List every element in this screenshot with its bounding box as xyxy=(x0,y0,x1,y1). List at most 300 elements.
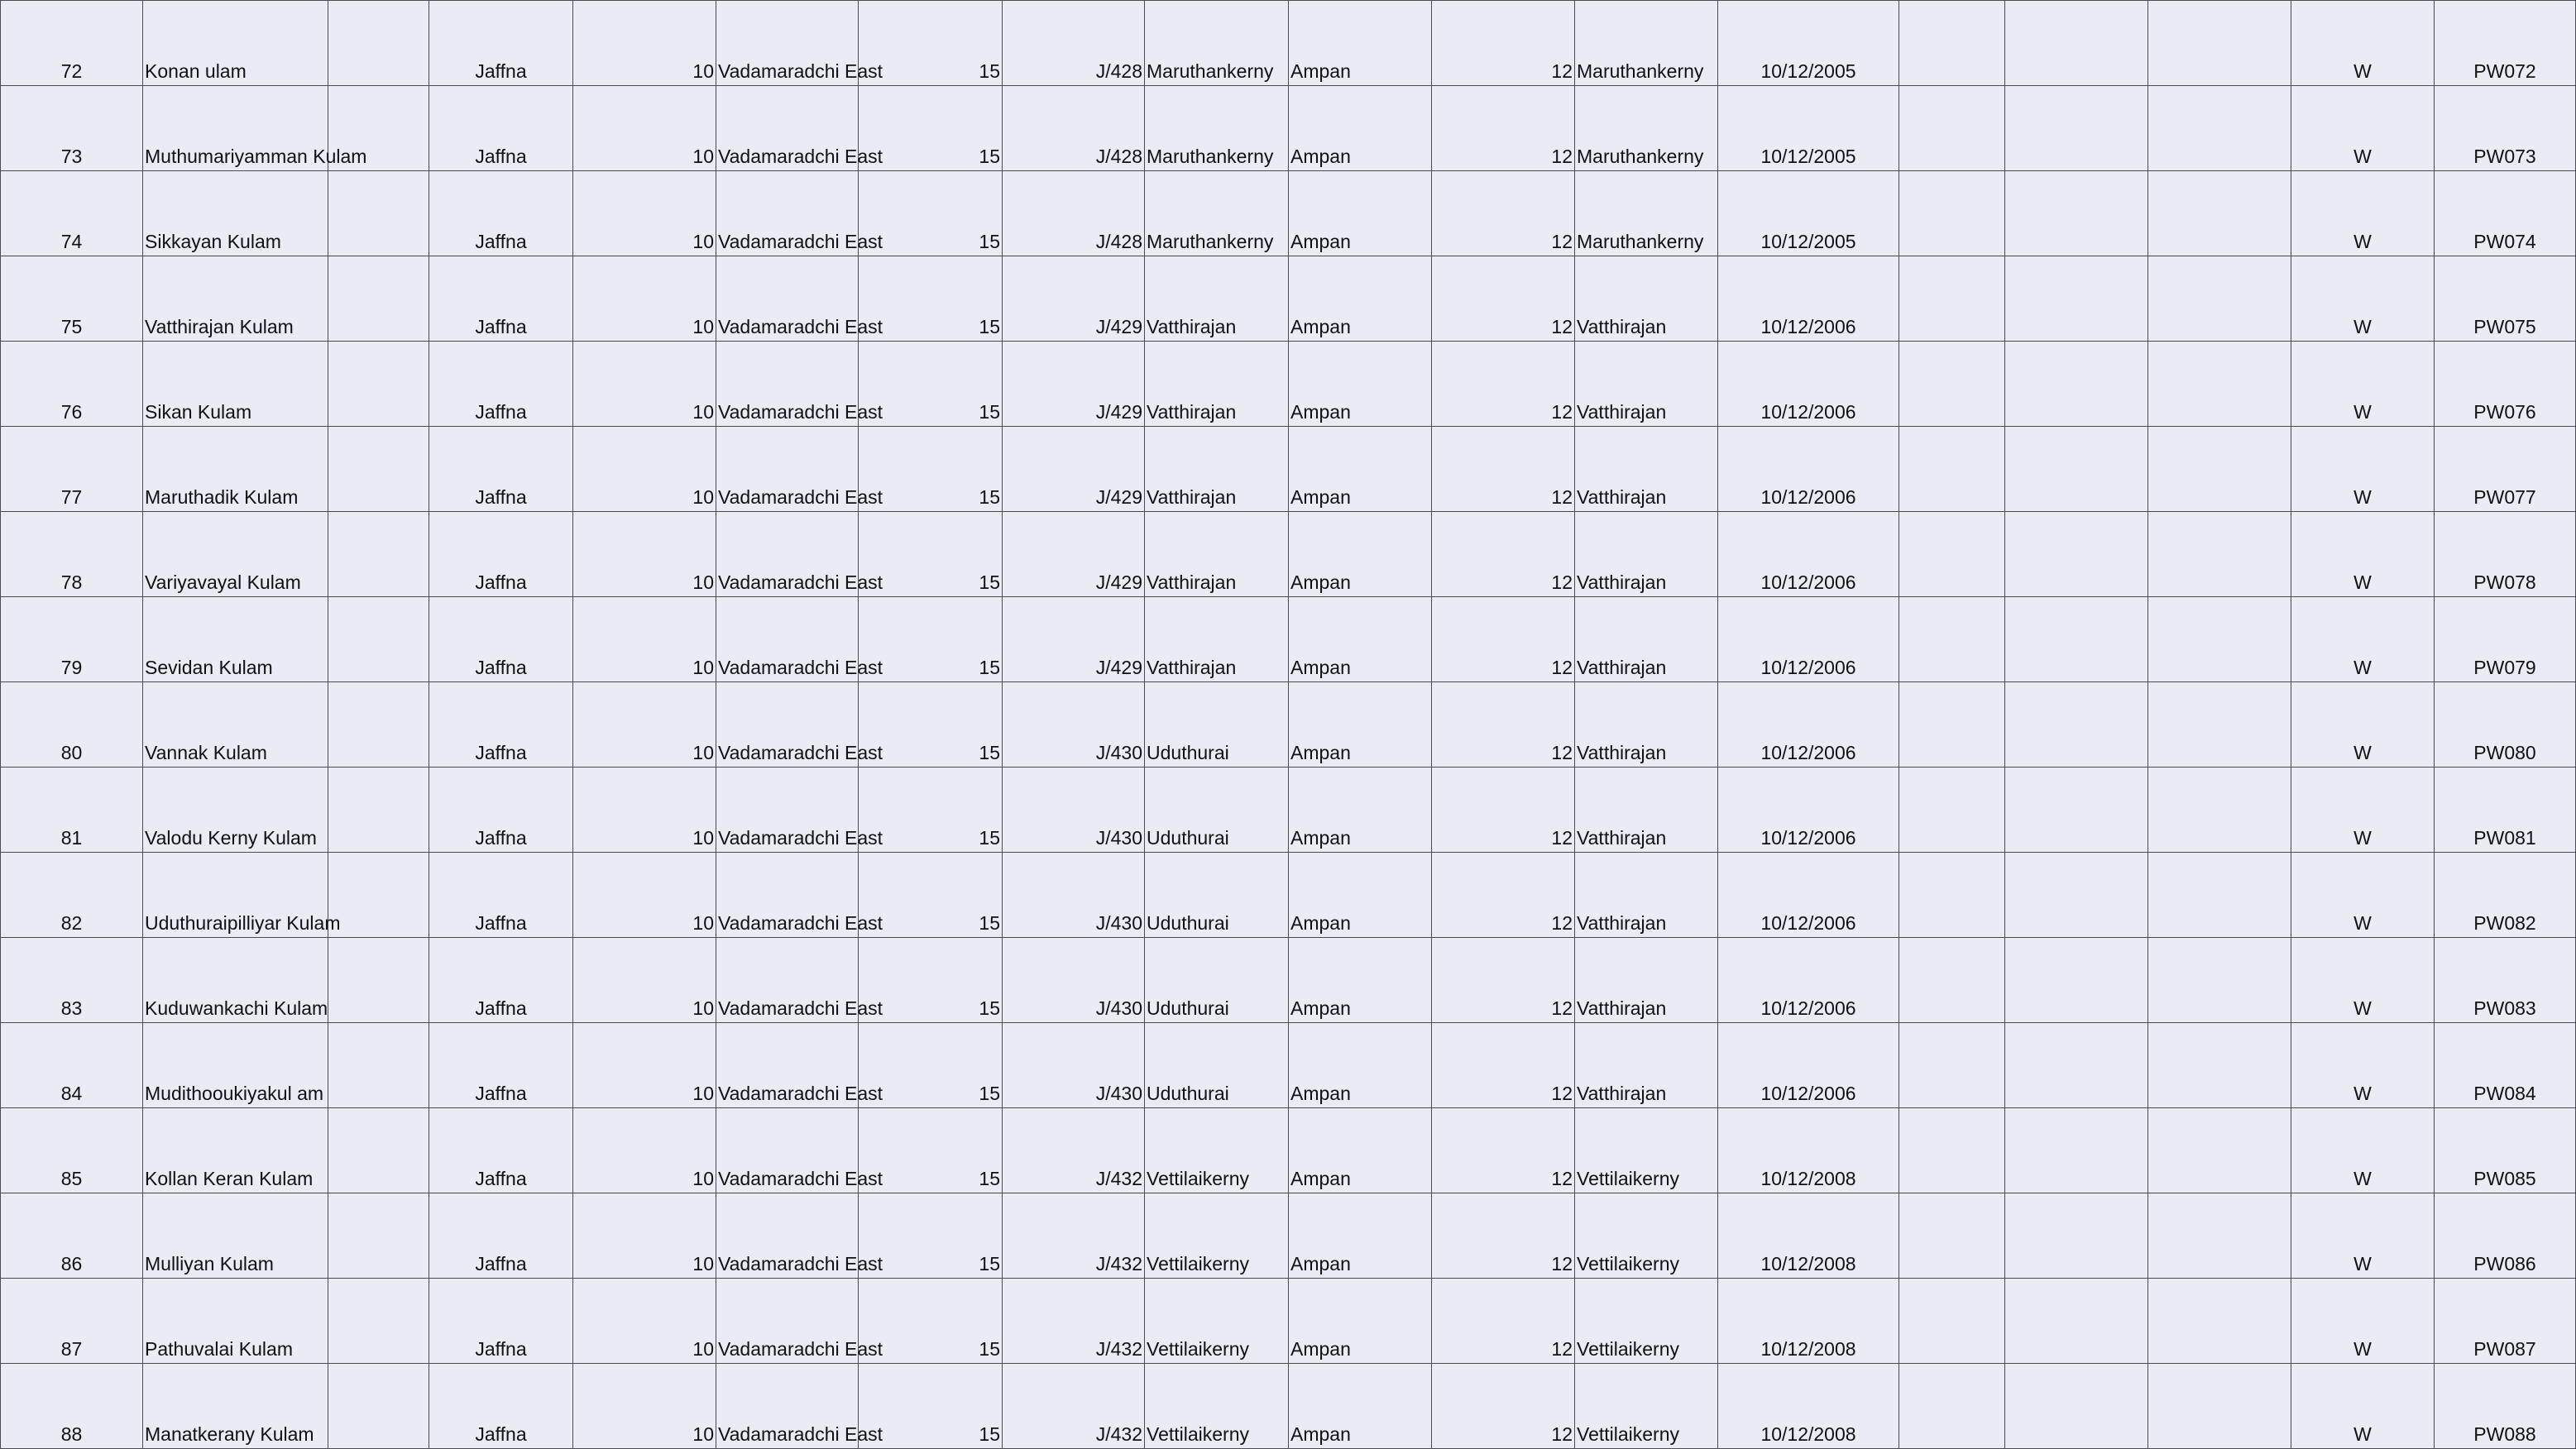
cell-division-code: 15 xyxy=(859,1108,1003,1193)
cell-empty xyxy=(2148,938,2291,1023)
cell-type: W xyxy=(2291,853,2435,938)
cell-division-code: 15 xyxy=(859,768,1003,853)
cell-district: Jaffna xyxy=(429,938,573,1023)
cell-tank-id: PW080 xyxy=(2435,682,2576,768)
cell-gn-name: Uduthurai xyxy=(1145,768,1289,853)
cell-division: Vadamaradchi East xyxy=(716,1279,859,1364)
cell-division: Vadamaradchi East xyxy=(716,768,859,853)
cell-asc: Ampan xyxy=(1289,768,1432,853)
cell-asc: Ampan xyxy=(1289,1,1432,86)
cell-gn-code: J/432 xyxy=(1003,1279,1145,1364)
cell-empty xyxy=(2005,1193,2148,1279)
table-row xyxy=(1,86,2576,171)
cell-date: 10/12/2006 xyxy=(1718,256,1899,342)
cell-village: Vatthirajan xyxy=(1575,427,1718,512)
cell-village: Vatthirajan xyxy=(1575,256,1718,342)
cell-district-code: 10 xyxy=(573,768,716,853)
cell-division-code: 15 xyxy=(859,86,1003,171)
cell-empty xyxy=(1899,1193,2005,1279)
cell-district-code: 10 xyxy=(573,682,716,768)
table-row xyxy=(1,171,2576,256)
cell-gn-code: J/429 xyxy=(1003,597,1145,682)
cell-empty xyxy=(1899,256,2005,342)
cell-tank-name: Muthumariyamman Kulam xyxy=(143,86,328,171)
cell-empty xyxy=(328,597,429,682)
cell-asc: Ampan xyxy=(1289,342,1432,427)
cell-division-code: 15 xyxy=(859,938,1003,1023)
cell-type: W xyxy=(2291,768,2435,853)
cell-asc-code: 12 xyxy=(1432,1108,1575,1193)
cell-tank-id: PW079 xyxy=(2435,597,2576,682)
cell-empty xyxy=(1899,1364,2005,1449)
cell-type: W xyxy=(2291,427,2435,512)
cell-gn-name: Vettilaikerny xyxy=(1145,1364,1289,1449)
cell-serial-no: 87 xyxy=(1,1279,143,1364)
cell-division: Vadamaradchi East xyxy=(716,682,859,768)
cell-empty xyxy=(328,171,429,256)
cell-gn-code: J/430 xyxy=(1003,853,1145,938)
cell-division: Vadamaradchi East xyxy=(716,86,859,171)
cell-district: Jaffna xyxy=(429,1279,573,1364)
cell-district: Jaffna xyxy=(429,86,573,171)
cell-gn-name: Vatthirajan xyxy=(1145,427,1289,512)
cell-empty xyxy=(2005,86,2148,171)
table-row xyxy=(1,768,2576,853)
cell-empty xyxy=(2148,512,2291,597)
cell-division: Vadamaradchi East xyxy=(716,1364,859,1449)
cell-tank-name: Sikan Kulam xyxy=(143,342,328,427)
cell-asc: Ampan xyxy=(1289,427,1432,512)
cell-gn-code: J/430 xyxy=(1003,768,1145,853)
cell-gn-code: J/429 xyxy=(1003,512,1145,597)
cell-date: 10/12/2005 xyxy=(1718,171,1899,256)
cell-date: 10/12/2006 xyxy=(1718,1023,1899,1108)
cell-district: Jaffna xyxy=(429,1,573,86)
cell-date: 10/12/2006 xyxy=(1718,597,1899,682)
cell-district: Jaffna xyxy=(429,427,573,512)
cell-empty xyxy=(328,1108,429,1193)
cell-asc: Ampan xyxy=(1289,1108,1432,1193)
cell-gn-code: J/428 xyxy=(1003,1,1145,86)
cell-asc: Ampan xyxy=(1289,1193,1432,1279)
cell-district-code: 10 xyxy=(573,1023,716,1108)
cell-asc: Ampan xyxy=(1289,597,1432,682)
cell-village: Vatthirajan xyxy=(1575,938,1718,1023)
cell-date: 10/12/2005 xyxy=(1718,1,1899,86)
cell-empty xyxy=(2005,938,2148,1023)
cell-asc-code: 12 xyxy=(1432,938,1575,1023)
cell-gn-code: J/430 xyxy=(1003,938,1145,1023)
cell-gn-name: Vatthirajan xyxy=(1145,512,1289,597)
cell-empty xyxy=(2148,682,2291,768)
cell-division: Vadamaradchi East xyxy=(716,427,859,512)
cell-gn-code: J/429 xyxy=(1003,342,1145,427)
table-row xyxy=(1,427,2576,512)
cell-empty xyxy=(2148,1364,2291,1449)
cell-division: Vadamaradchi East xyxy=(716,256,859,342)
cell-gn-code: J/428 xyxy=(1003,86,1145,171)
cell-division-code: 15 xyxy=(859,171,1003,256)
cell-type: W xyxy=(2291,1193,2435,1279)
cell-empty xyxy=(328,1364,429,1449)
table-row xyxy=(1,1193,2576,1279)
cell-tank-name: Uduthuraipilliyar Kulam xyxy=(143,853,328,938)
cell-gn-name: Vatthirajan xyxy=(1145,256,1289,342)
cell-type: W xyxy=(2291,171,2435,256)
cell-district: Jaffna xyxy=(429,171,573,256)
table-row xyxy=(1,682,2576,768)
cell-tank-id: PW077 xyxy=(2435,427,2576,512)
cell-empty xyxy=(2005,512,2148,597)
cell-asc-code: 12 xyxy=(1432,1,1575,86)
cell-asc-code: 12 xyxy=(1432,256,1575,342)
cell-district-code: 10 xyxy=(573,427,716,512)
cell-tank-name: Vannak Kulam xyxy=(143,682,328,768)
cell-asc: Ampan xyxy=(1289,938,1432,1023)
cell-asc-code: 12 xyxy=(1432,512,1575,597)
cell-division-code: 15 xyxy=(859,1,1003,86)
cell-serial-no: 88 xyxy=(1,1364,143,1449)
cell-serial-no: 73 xyxy=(1,86,143,171)
cell-district: Jaffna xyxy=(429,1023,573,1108)
cell-type: W xyxy=(2291,86,2435,171)
cell-division-code: 15 xyxy=(859,682,1003,768)
cell-empty xyxy=(1899,1108,2005,1193)
cell-district-code: 10 xyxy=(573,171,716,256)
cell-tank-id: PW081 xyxy=(2435,768,2576,853)
cell-type: W xyxy=(2291,1023,2435,1108)
cell-asc-code: 12 xyxy=(1432,1193,1575,1279)
cell-empty xyxy=(1899,682,2005,768)
cell-village: Maruthankerny xyxy=(1575,171,1718,256)
cell-tank-name: Valodu Kerny Kulam xyxy=(143,768,328,853)
cell-village: Vettilaikerny xyxy=(1575,1279,1718,1364)
cell-tank-name: Vatthirajan Kulam xyxy=(143,256,328,342)
cell-empty xyxy=(2148,853,2291,938)
cell-type: W xyxy=(2291,1108,2435,1193)
cell-division: Vadamaradchi East xyxy=(716,938,859,1023)
cell-empty xyxy=(2005,597,2148,682)
cell-date: 10/12/2008 xyxy=(1718,1108,1899,1193)
cell-village: Maruthankerny xyxy=(1575,1,1718,86)
cell-district-code: 10 xyxy=(573,1108,716,1193)
cell-tank-id: PW088 xyxy=(2435,1364,2576,1449)
cell-tank-name: Variyavayal Kulam xyxy=(143,512,328,597)
cell-district: Jaffna xyxy=(429,256,573,342)
cell-district: Jaffna xyxy=(429,512,573,597)
cell-division-code: 15 xyxy=(859,256,1003,342)
cell-empty xyxy=(2005,1364,2148,1449)
cell-empty xyxy=(2005,768,2148,853)
cell-asc: Ampan xyxy=(1289,256,1432,342)
cell-tank-id: PW074 xyxy=(2435,171,2576,256)
cell-village: Vatthirajan xyxy=(1575,682,1718,768)
cell-empty xyxy=(1899,1023,2005,1108)
cell-empty xyxy=(2005,682,2148,768)
cell-gn-name: Vettilaikerny xyxy=(1145,1279,1289,1364)
cell-tank-id: PW072 xyxy=(2435,1,2576,86)
cell-empty xyxy=(2148,86,2291,171)
cell-gn-code: J/430 xyxy=(1003,1023,1145,1108)
cell-empty xyxy=(2148,768,2291,853)
cell-tank-id: PW083 xyxy=(2435,938,2576,1023)
cell-division: Vadamaradchi East xyxy=(716,853,859,938)
cell-gn-name: Maruthankerny xyxy=(1145,1,1289,86)
cell-empty xyxy=(1899,512,2005,597)
cell-district-code: 10 xyxy=(573,1364,716,1449)
cell-asc: Ampan xyxy=(1289,682,1432,768)
cell-division-code: 15 xyxy=(859,1023,1003,1108)
cell-village: Maruthankerny xyxy=(1575,86,1718,171)
cell-asc: Ampan xyxy=(1289,1279,1432,1364)
cell-division-code: 15 xyxy=(859,853,1003,938)
cell-empty xyxy=(328,1,429,86)
cell-serial-no: 86 xyxy=(1,1193,143,1279)
cell-date: 10/12/2006 xyxy=(1718,342,1899,427)
cell-asc-code: 12 xyxy=(1432,1364,1575,1449)
cell-district-code: 10 xyxy=(573,86,716,171)
cell-serial-no: 82 xyxy=(1,853,143,938)
cell-asc: Ampan xyxy=(1289,853,1432,938)
cell-empty xyxy=(2148,1193,2291,1279)
cell-village: Vatthirajan xyxy=(1575,1023,1718,1108)
cell-tank-name: Kollan Keran Kulam xyxy=(143,1108,328,1193)
cell-empty xyxy=(1899,86,2005,171)
cell-empty xyxy=(1899,597,2005,682)
cell-empty xyxy=(328,1023,429,1108)
cell-asc-code: 12 xyxy=(1432,427,1575,512)
cell-empty xyxy=(328,853,429,938)
cell-tank-name: Sevidan Kulam xyxy=(143,597,328,682)
cell-empty xyxy=(2148,342,2291,427)
cell-tank-name: Maruthadik Kulam xyxy=(143,427,328,512)
cell-tank-id: PW082 xyxy=(2435,853,2576,938)
cell-asc: Ampan xyxy=(1289,1364,1432,1449)
cell-serial-no: 84 xyxy=(1,1023,143,1108)
cell-asc-code: 12 xyxy=(1432,768,1575,853)
cell-serial-no: 72 xyxy=(1,1,143,86)
cell-division-code: 15 xyxy=(859,1193,1003,1279)
table-row xyxy=(1,342,2576,427)
cell-date: 10/12/2006 xyxy=(1718,682,1899,768)
cell-gn-code: J/432 xyxy=(1003,1364,1145,1449)
cell-tank-id: PW087 xyxy=(2435,1279,2576,1364)
cell-empty xyxy=(328,1279,429,1364)
cell-district: Jaffna xyxy=(429,1193,573,1279)
cell-date: 10/12/2008 xyxy=(1718,1364,1899,1449)
cell-tank-name: Konan ulam xyxy=(143,1,328,86)
cell-type: W xyxy=(2291,597,2435,682)
cell-date: 10/12/2006 xyxy=(1718,427,1899,512)
cell-empty xyxy=(1899,342,2005,427)
cell-empty xyxy=(1899,1,2005,86)
cell-empty xyxy=(328,256,429,342)
cell-tank-id: PW076 xyxy=(2435,342,2576,427)
cell-district-code: 10 xyxy=(573,256,716,342)
table-row xyxy=(1,597,2576,682)
table-row xyxy=(1,1364,2576,1449)
cell-gn-code: J/432 xyxy=(1003,1193,1145,1279)
table-row xyxy=(1,1279,2576,1364)
cell-serial-no: 83 xyxy=(1,938,143,1023)
cell-gn-name: Uduthurai xyxy=(1145,938,1289,1023)
cell-district: Jaffna xyxy=(429,1364,573,1449)
cell-empty xyxy=(2005,1279,2148,1364)
cell-gn-code: J/430 xyxy=(1003,682,1145,768)
cell-district: Jaffna xyxy=(429,597,573,682)
cell-serial-no: 74 xyxy=(1,171,143,256)
cell-serial-no: 77 xyxy=(1,427,143,512)
cell-gn-name: Vettilaikerny xyxy=(1145,1193,1289,1279)
cell-gn-name: Vatthirajan xyxy=(1145,342,1289,427)
cell-empty xyxy=(2148,1,2291,86)
cell-empty xyxy=(328,427,429,512)
table-row xyxy=(1,938,2576,1023)
cell-asc: Ampan xyxy=(1289,1023,1432,1108)
cell-tank-name: Mulliyan Kulam xyxy=(143,1193,328,1279)
cell-village: Vettilaikerny xyxy=(1575,1108,1718,1193)
cell-empty xyxy=(2005,1,2148,86)
cell-village: Vettilaikerny xyxy=(1575,1364,1718,1449)
cell-type: W xyxy=(2291,682,2435,768)
cell-division: Vadamaradchi East xyxy=(716,1,859,86)
cell-empty xyxy=(2005,256,2148,342)
cell-date: 10/12/2006 xyxy=(1718,853,1899,938)
table-row xyxy=(1,256,2576,342)
cell-district-code: 10 xyxy=(573,597,716,682)
cell-serial-no: 81 xyxy=(1,768,143,853)
cell-village: Vatthirajan xyxy=(1575,853,1718,938)
cell-tank-id: PW073 xyxy=(2435,86,2576,171)
cell-empty xyxy=(2148,1023,2291,1108)
cell-empty xyxy=(328,342,429,427)
cell-empty xyxy=(1899,853,2005,938)
cell-type: W xyxy=(2291,1,2435,86)
cell-tank-id: PW085 xyxy=(2435,1108,2576,1193)
cell-district: Jaffna xyxy=(429,682,573,768)
cell-asc: Ampan xyxy=(1289,86,1432,171)
table-row xyxy=(1,512,2576,597)
cell-division-code: 15 xyxy=(859,512,1003,597)
cell-district-code: 10 xyxy=(573,1279,716,1364)
cell-empty xyxy=(328,938,429,1023)
cell-empty xyxy=(2148,597,2291,682)
cell-village: Vatthirajan xyxy=(1575,512,1718,597)
cell-tank-name: Sikkayan Kulam xyxy=(143,171,328,256)
cell-serial-no: 78 xyxy=(1,512,143,597)
cell-type: W xyxy=(2291,256,2435,342)
cell-type: W xyxy=(2291,512,2435,597)
cell-tank-id: PW084 xyxy=(2435,1023,2576,1108)
cell-division-code: 15 xyxy=(859,1364,1003,1449)
cell-district-code: 10 xyxy=(573,1,716,86)
cell-empty xyxy=(1899,1279,2005,1364)
cell-tank-id: PW078 xyxy=(2435,512,2576,597)
cell-district: Jaffna xyxy=(429,1108,573,1193)
cell-tank-name: Manatkerany Kulam xyxy=(143,1364,328,1449)
cell-division: Vadamaradchi East xyxy=(716,171,859,256)
cell-empty xyxy=(328,768,429,853)
cell-empty xyxy=(2005,171,2148,256)
cell-empty xyxy=(2148,1279,2291,1364)
cell-date: 10/12/2006 xyxy=(1718,768,1899,853)
cell-asc: Ampan xyxy=(1289,171,1432,256)
cell-type: W xyxy=(2291,938,2435,1023)
cell-district: Jaffna xyxy=(429,853,573,938)
table-body xyxy=(1,1,2576,1449)
cell-tank-name: Mudithooukiyakul am xyxy=(143,1023,328,1108)
cell-empty xyxy=(1899,938,2005,1023)
table-row xyxy=(1,853,2576,938)
cell-tank-id: PW075 xyxy=(2435,256,2576,342)
cell-empty xyxy=(2005,1108,2148,1193)
cell-serial-no: 76 xyxy=(1,342,143,427)
cell-gn-name: Uduthurai xyxy=(1145,1023,1289,1108)
cell-empty xyxy=(2148,1108,2291,1193)
cell-gn-name: Maruthankerny xyxy=(1145,86,1289,171)
cell-gn-name: Uduthurai xyxy=(1145,682,1289,768)
cell-asc-code: 12 xyxy=(1432,86,1575,171)
cell-district-code: 10 xyxy=(573,512,716,597)
cell-empty xyxy=(328,1193,429,1279)
cell-serial-no: 79 xyxy=(1,597,143,682)
cell-gn-name: Vatthirajan xyxy=(1145,597,1289,682)
cell-division: Vadamaradchi East xyxy=(716,342,859,427)
cell-division-code: 15 xyxy=(859,342,1003,427)
cell-empty xyxy=(2148,427,2291,512)
cell-asc-code: 12 xyxy=(1432,682,1575,768)
cell-division: Vadamaradchi East xyxy=(716,1193,859,1279)
cell-asc-code: 12 xyxy=(1432,1279,1575,1364)
cell-empty xyxy=(2148,256,2291,342)
cell-type: W xyxy=(2291,342,2435,427)
cell-district-code: 10 xyxy=(573,1193,716,1279)
cell-district-code: 10 xyxy=(573,938,716,1023)
cell-date: 10/12/2005 xyxy=(1718,86,1899,171)
cell-type: W xyxy=(2291,1279,2435,1364)
cell-division-code: 15 xyxy=(859,427,1003,512)
cell-division: Vadamaradchi East xyxy=(716,1023,859,1108)
cell-gn-name: Uduthurai xyxy=(1145,853,1289,938)
cell-gn-name: Maruthankerny xyxy=(1145,171,1289,256)
cell-gn-code: J/428 xyxy=(1003,171,1145,256)
cell-empty xyxy=(1899,768,2005,853)
cell-asc-code: 12 xyxy=(1432,171,1575,256)
cell-division: Vadamaradchi East xyxy=(716,512,859,597)
cell-date: 10/12/2008 xyxy=(1718,1279,1899,1364)
cell-empty xyxy=(328,682,429,768)
cell-division: Vadamaradchi East xyxy=(716,1108,859,1193)
cell-date: 10/12/2006 xyxy=(1718,938,1899,1023)
cell-type: W xyxy=(2291,1364,2435,1449)
cell-asc-code: 12 xyxy=(1432,1023,1575,1108)
cell-empty xyxy=(1899,427,2005,512)
table-row xyxy=(1,1,2576,86)
table-row xyxy=(1,1023,2576,1108)
cell-division-code: 15 xyxy=(859,597,1003,682)
cell-asc-code: 12 xyxy=(1432,853,1575,938)
cell-gn-code: J/429 xyxy=(1003,427,1145,512)
cell-village: Vatthirajan xyxy=(1575,597,1718,682)
cell-tank-id: PW086 xyxy=(2435,1193,2576,1279)
cell-asc: Ampan xyxy=(1289,512,1432,597)
cell-village: Vatthirajan xyxy=(1575,768,1718,853)
cell-village: Vettilaikerny xyxy=(1575,1193,1718,1279)
cell-district: Jaffna xyxy=(429,768,573,853)
cell-serial-no: 85 xyxy=(1,1108,143,1193)
cell-empty xyxy=(2005,1023,2148,1108)
cell-village: Vatthirajan xyxy=(1575,342,1718,427)
